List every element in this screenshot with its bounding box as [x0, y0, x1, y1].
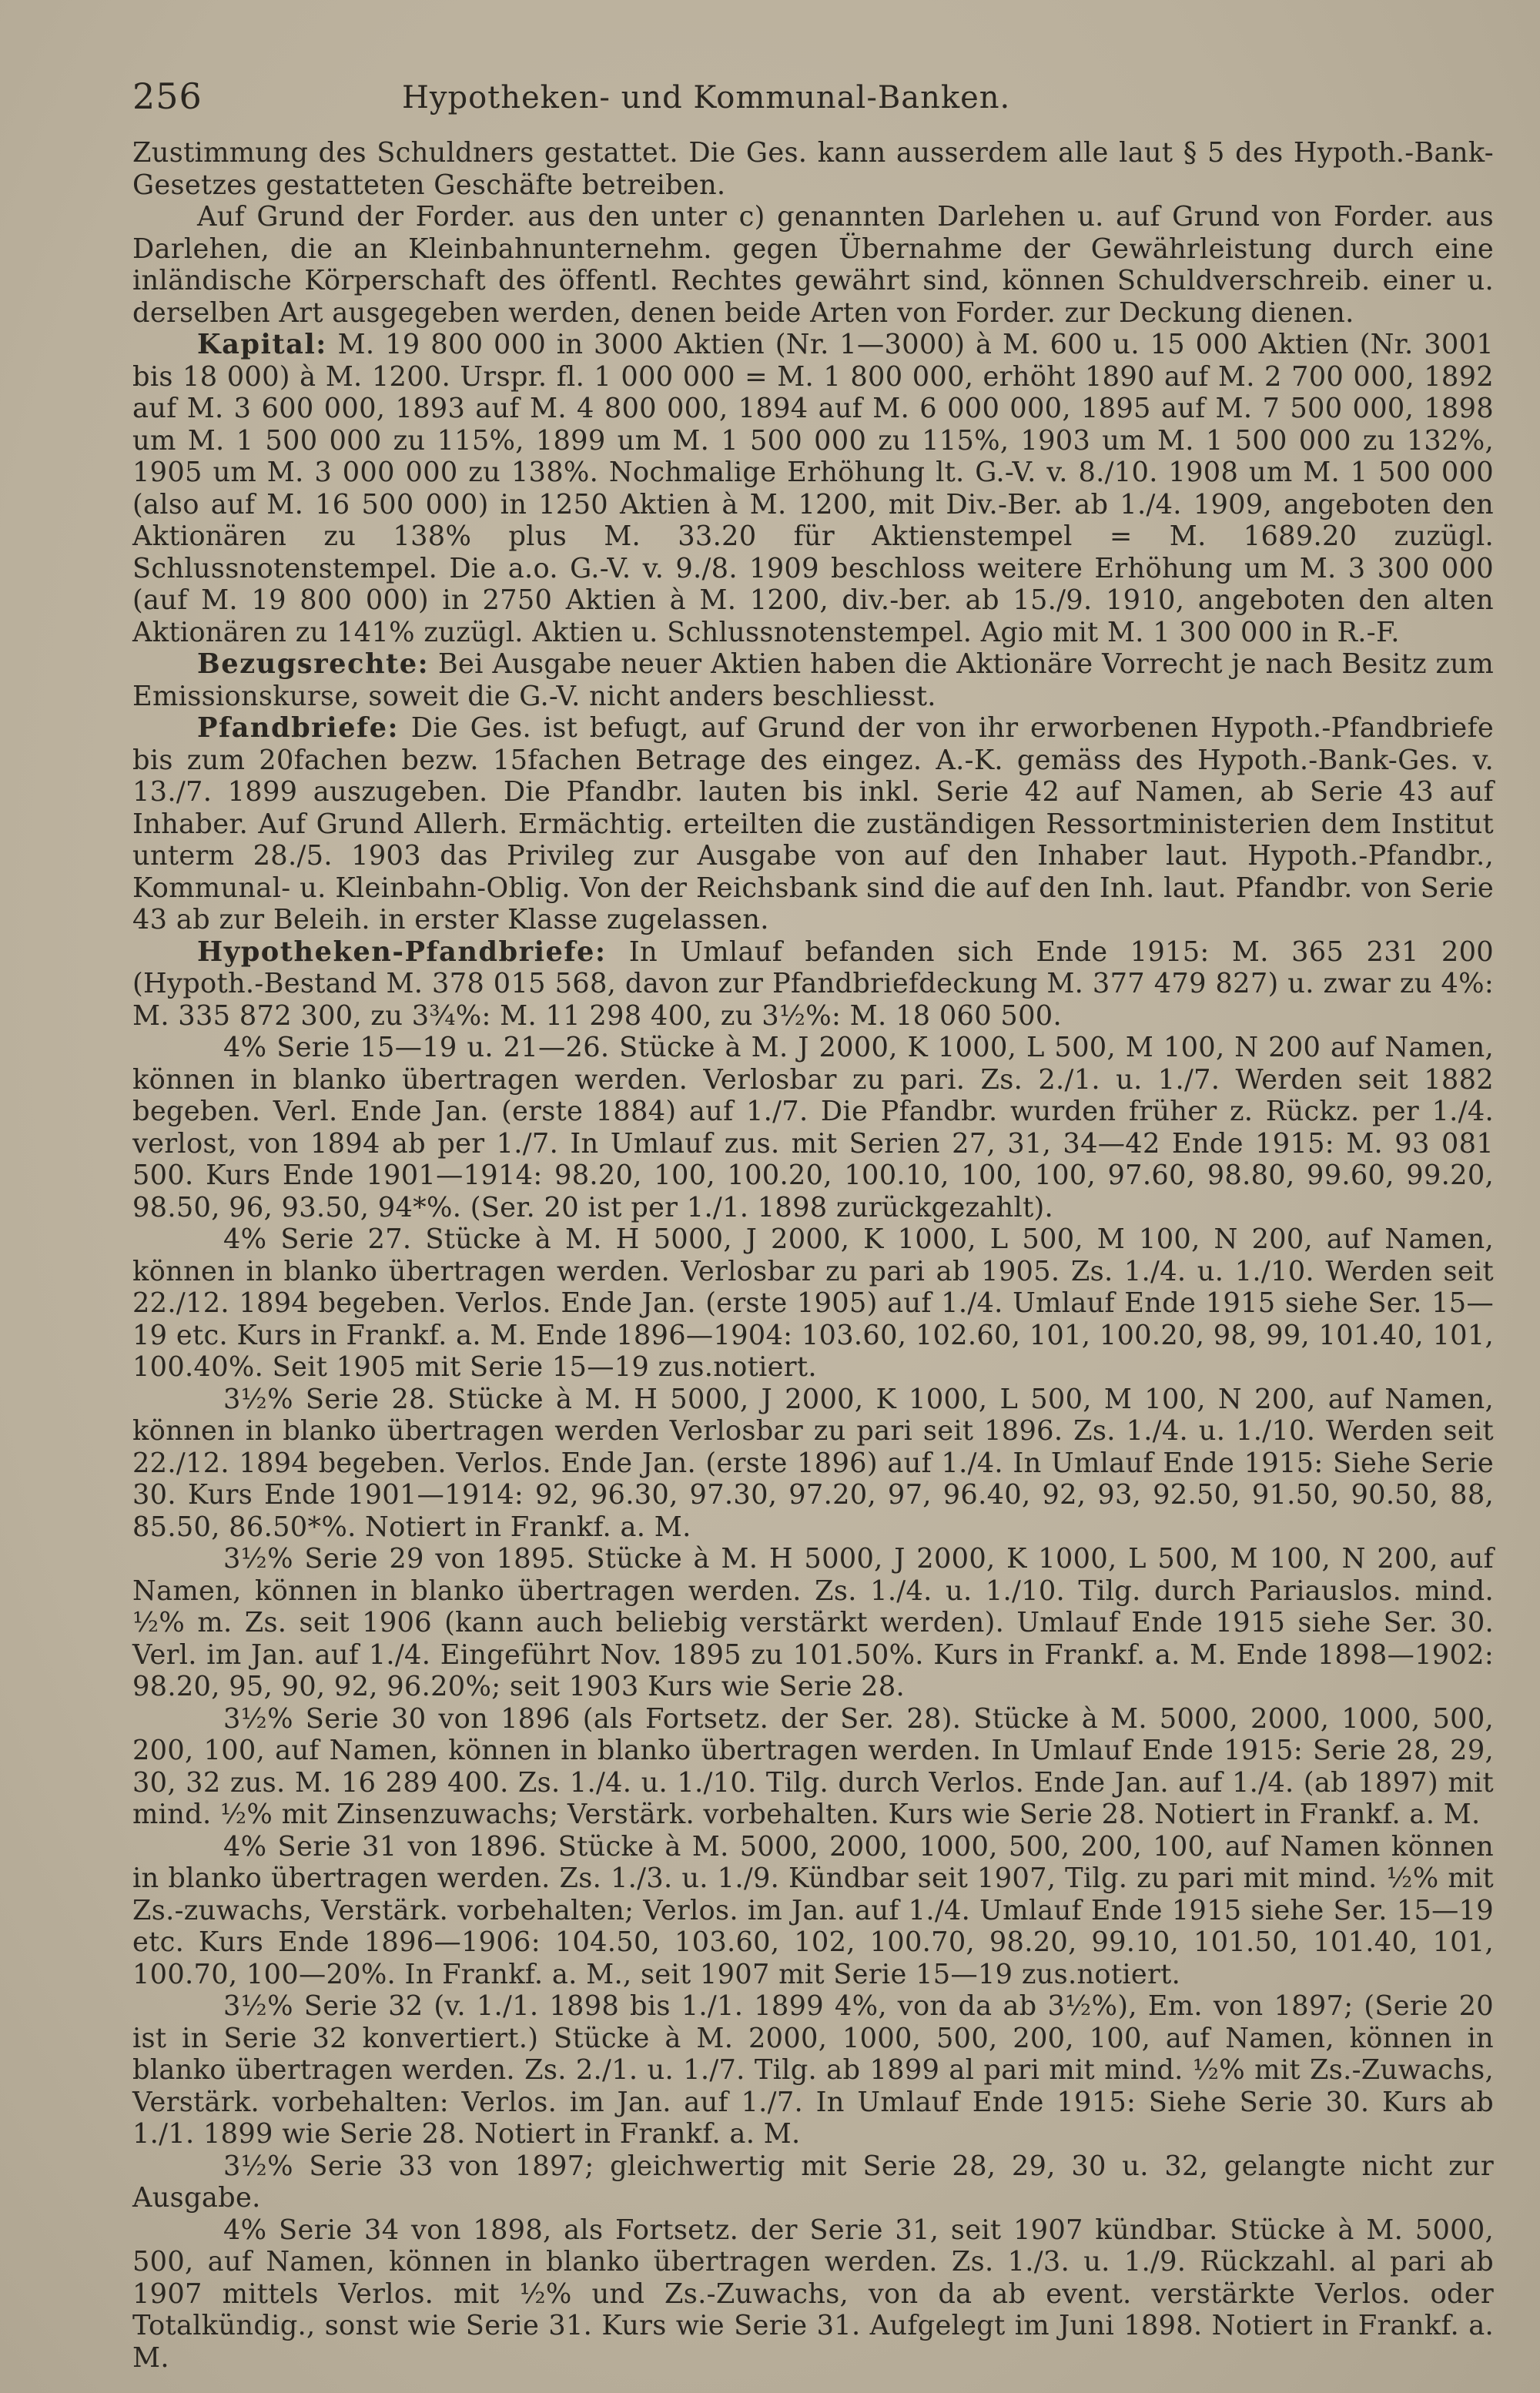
paragraph-serie-34 [132, 2214, 1494, 2375]
paragraph-text: 4% Serie 27. Stücke à M. H 5000, J 2000, K 1000, L 500, M 100, N 200, auf Namen, können in blanko übertragen werden. Verlosbar zu pari ab 1905. Zs. 1./4. u. 1./10. Werden seit 22./12. 1894 begeben. Verlos. Ende Jan. (erste 1905) auf 1./4. Umlauf Ende 1915 siehe Ser. 15—19 etc. Kurs in Frankf. a. M. Ende 1896—1904: 103.60, 102.60, 101, 100.20, 98, 99, 101.40, 101, 100.40%. Seit 1905 mit Serie 15—19 zus.notiert. [132, 1223, 1494, 1383]
paragraph-serie-27 [132, 1223, 1494, 1384]
paragraph-auf-grund [132, 201, 1494, 329]
page-header [132, 75, 1494, 137]
paragraph-serie-31 [132, 1831, 1494, 1991]
body-text [132, 137, 1494, 2374]
page-number: 256 [132, 75, 203, 117]
section-heading-hypotheken-pfandbriefe: Hypotheken-Pfandbriefe: [197, 935, 607, 968]
paragraph-serie-29 [132, 1543, 1494, 1703]
paragraph-zustimmung [132, 137, 1494, 201]
section-heading-pfandbriefe: Pfandbriefe: [197, 712, 399, 744]
paragraph-text: Auf Grund der Forder. aus den unter c) genannten Darlehen u. auf Grund von Forder. aus Darlehen, die an Kleinbahnunternehm. gegen Übernahme der Gewährleistung durch eine inländische Körperschaft des öffentl. Rechtes gewährt sind, können Schuldverschreib. einer u. derselben Art ausgegeben werden, denen beide Arten von Forder. zur Deckung dienen. [132, 201, 1494, 329]
paragraph-text: 3½% Serie 28. Stücke à M. H 5000, J 2000, K 1000, L 500, M 100, N 200, auf Namen, können in blanko übertragen werden Verlosbar zu pari seit 1896. Zs. 1./4. u. 1./10. Werden seit 22./12. 1894 begeben. Verlos. Ende Jan. (erste 1896) auf 1./4. In Umlauf Ende 1915: Siehe Serie 30. Kurs Ende 1901—1914: 92, 96.30, 97.30, 97.20, 97, 96.40, 92, 93, 92.50, 91.50, 90.50, 88, 85.50, 86.50*%. Notiert in Frankf. a. M. [132, 1383, 1494, 1543]
paragraph-text: Die Ges. ist befugt, auf Grund der von ihr erworbenen Hypoth.-Pfandbriefe bis zum 20fachen bezw. 15fachen Betrage des eingez. A.-K. gemäss des Hypoth.-Bank-Ges. v. 13./7. 1899 auszugeben. Die Pfandbr. lauten bis inkl. Serie 42 auf Namen, ab Serie 43 auf Inhaber. Auf Grund Allerh. Ermächtig. erteilten die zuständigen Ressortministerien dem Institut unterm 28./5. 1903 das Privileg zur Ausgabe von auf den Inhaber laut. Hypoth.-Pfandbr., Kommunal- u. Kleinbahn-Oblig. Von der Reichsbank sind die auf den Inh. laut. Pfandbr. von Serie 43 ab zur Beleih. in erster Klasse zugelassen. [132, 712, 1494, 935]
paragraph-serie-15-19 [132, 1032, 1494, 1223]
paragraph-text: 4% Serie 34 von 1898, als Fortsetz. der Serie 31, seit 1907 kündbar. Stücke à M. 5000, 500, auf Namen, können in blanko übertragen werden. Zs. 1./3. u. 1./9. Rückzahl. al pari ab 1907 mittels Verlos. mit ½% und Zs.-Zuwachs, von da ab event. verstärkte Verlos. oder Totalkündig., sonst wie Serie 31. Kurs wie Serie 31. Aufgelegt im Juni 1898. Notiert in Frankf. a. M. [132, 2214, 1494, 2374]
section-heading-bezugsrechte: Bezugsrechte: [197, 648, 430, 680]
paragraph-text: In Umlauf befanden sich Ende 1915: M. 365 231 200 (Hypoth.-Bestand M. 378 015 568, davon zur Pfandbriefdeckung M. 377 479 827) u. zwar zu 4%: M. 335 872 300, zu 3¾%: M. 11 298 400, zu 3½%: M. 18 060 500. [132, 935, 1494, 1032]
paragraph-text: Zustimmung des Schuldners gestattet. Die Ges. kann ausserdem alle laut § 5 des Hypoth.-Bank-Gesetzes gestatteten Geschäfte betreiben. [132, 137, 1494, 201]
paragraph-serie-33 [132, 2150, 1494, 2214]
running-head: Hypotheken- und Kommunal-Banken. [402, 80, 1011, 115]
paragraph-pfandbriefe [132, 712, 1494, 936]
paragraph-serie-32 [132, 1990, 1494, 2150]
paragraph-hypotheken-pfandbriefe [132, 936, 1494, 1033]
paragraph-text: Bei Ausgabe neuer Aktien haben die Aktionäre Vorrecht je nach Besitz zum Emissionskurse, soweit die G.-V. nicht anders beschliesst. [132, 648, 1494, 712]
paragraph-kapital [132, 329, 1494, 648]
paragraph-serie-30 [132, 1703, 1494, 1831]
paragraph-text: 3½% Serie 33 von 1897; gleichwertig mit Serie 28, 29, 30 u. 32, gelangte nicht zur Ausgabe. [132, 2150, 1494, 2214]
paragraph-text: 3½% Serie 30 von 1896 (als Fortsetz. der Ser. 28). Stücke à M. 5000, 2000, 1000, 500, 200, 100, auf Namen, können in blanko übertragen werden. In Umlauf Ende 1915: Serie 28, 29, 30, 32 zus. M. 16 289 400. Zs. 1./4. u. 1./10. Tilg. durch Verlos. Ende Jan. auf 1./4. (ab 1897) mit mind. ½% mit Zinsenzuwachs; Verstärk. vorbehalten. Kurs wie Serie 28. Notiert in Frankf. a. M. [132, 1702, 1494, 1830]
paragraph-text: M. 19 800 000 in 3000 Aktien (Nr. 1—3000) à M. 600 u. 15 000 Aktien (Nr. 3001 bis 18 000) à M. 1200. Urspr. fl. 1 000 000 = M. 1 800 000, erhöht 1890 auf M. 2 700 000, 1892 auf M. 3 600 000, 1893 auf M. 4 800 000, 1894 auf M. 6 000 000, 1895 auf M. 7 500 000, 1898 um M. 1 500 000 zu 115%, 1899 um M. 1 500 000 zu 115%, 1903 um M. 1 500 000 zu 132%, 1905 um M. 3 000 000 zu 138%. Nochmalige Erhöhung lt. G.-V. v. 8./10. 1908 um M. 1 500 000 (also auf M. 16 500 000) in 1250 Aktien à M. 1200, mit Div.-Ber. ab 1./4. 1909, angeboten den Aktionären zu 138% plus M. 33.20 für Aktienstempel = M. 1689.20 zuzügl. Schlussnotenstempel. Die a.o. G.-V. v. 9./8. 1909 beschloss weitere Erhöhung um M. 3 300 000 (auf M. 19 800 000) in 2750 Aktien à M. 1200, div.-ber. ab 15./9. 1910, angeboten den alten Aktionären zu 141% zuzügl. Aktien u. Schlussnotenstempel. Agio mit M. 1 300 000 in R.-F. [132, 329, 1494, 648]
paragraph-text: 4% Serie 15—19 u. 21—26. Stücke à M. J 2000, K 1000, L 500, M 100, N 200 auf Namen, können in blanko übertragen werden. Verlosbar zu pari. Zs. 2./1. u. 1./7. Werden seit 1882 begeben. Verl. Ende Jan. (erste 1884) auf 1./7. Die Pfandbr. wurden früher z. Rückz. per 1./4. verlost, von 1894 ab per 1./7. In Umlauf zus. mit Serien 27, 31, 34—42 Ende 1915: M. 93 081 500. Kurs Ende 1901—1914: 98.20, 100, 100.20, 100.10, 100, 100, 97.60, 98.80, 99.60, 99.20, 98.50, 96, 93.50, 94*%. (Ser. 20 ist per 1./1. 1898 zurückgezahlt). [132, 1032, 1494, 1223]
paragraph-bezugsrechte [132, 648, 1494, 712]
paragraph-text: 4% Serie 31 von 1896. Stücke à M. 5000, 2000, 1000, 500, 200, 100, auf Namen können in blanko übertragen werden. Zs. 1./3. u. 1./9. Kündbar seit 1907, Tilg. zu pari mit mind. ½% mit Zs.-zuwachs, Verstärk. vorbehalten; Verlos. im Jan. auf 1./4. Umlauf Ende 1915 siehe Ser. 15—19 etc. Kurs Ende 1896—1906: 104.50, 103.60, 102, 100.70, 98.20, 99.10, 101.50, 101.40, 101, 100.70, 100—20%. In Frankf. a. M., seit 1907 mit Serie 15—19 zus.notiert. [132, 1830, 1494, 1990]
paragraph-text: 3½% Serie 29 von 1895. Stücke à M. H 5000, J 2000, K 1000, L 500, M 100, N 200, auf Namen, können in blanko übertragen werden. Zs. 1./4. u. 1./10. Tilg. durch Pariauslos. mind. ½% m. Zs. seit 1906 (kann auch beliebig verstärkt werden). Umlauf Ende 1915 siehe Ser. 30. Verl. im Jan. auf 1./4. Eingeführt Nov. 1895 zu 101.50%. Kurs in Frankf. a. M. Ende 1898—1902: 98.20, 95, 90, 92, 96.20%; seit 1903 Kurs wie Serie 28. [132, 1543, 1494, 1702]
paragraph-serie-28 [132, 1384, 1494, 1544]
paragraph-text: 3½% Serie 32 (v. 1./1. 1898 bis 1./1. 1899 4%, von da ab 3½%), Em. von 1897; (Serie 20 ist in Serie 32 konvertiert.) Stücke à M. 2000, 1000, 500, 200, 100, auf Namen, können in blanko übertragen werden. Zs. 2./1. u. 1./7. Tilg. ab 1899 al pari mit mind. ½% mit Zs.-Zuwachs, Verstärk. vorbehalten: Verlos. im Jan. auf 1./7. In Umlauf Ende 1915: Siehe Serie 30. Kurs ab 1./1. 1899 wie Serie 28. Notiert in Frankf. a. M. [132, 1990, 1494, 2150]
section-heading-kapital: Kapital: [197, 329, 327, 360]
